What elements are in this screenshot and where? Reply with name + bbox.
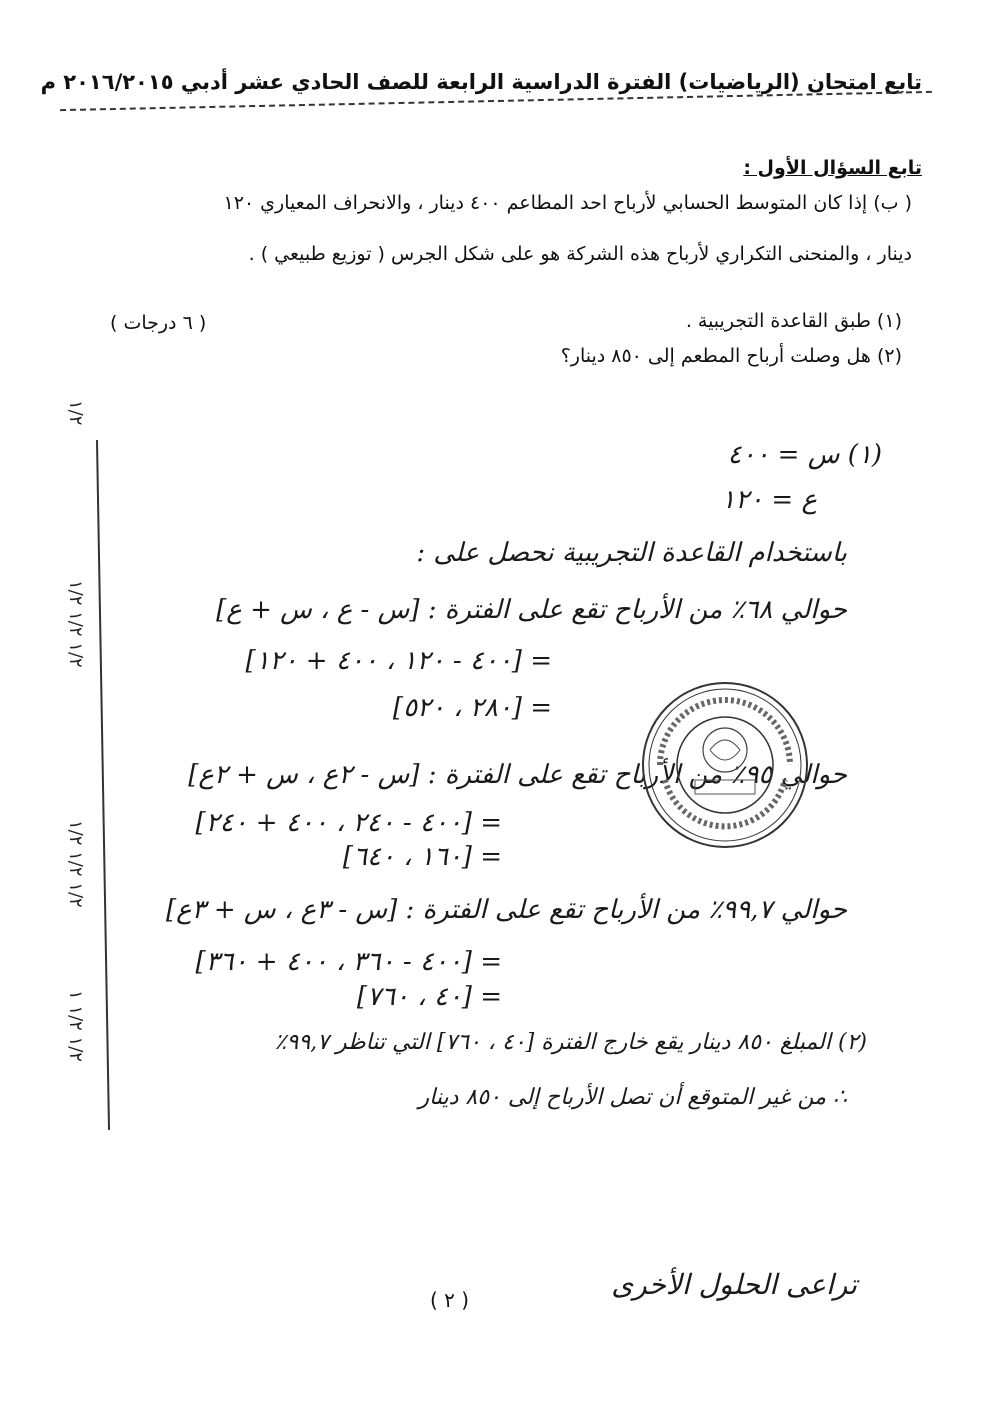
solution-std: ع = ١٢٠ [721,485,817,515]
solution-68-step: = [٤٠٠ - ١٢٠ ، ٤٠٠ + ١٢٠] [245,646,552,676]
solution-997-result: = [٤٠ ، ٧٦٠] [356,982,502,1012]
solution-intro: باستخدام القاعدة التجريبية نحصل على : [416,538,847,568]
question-line-2: دينار ، والمنحنى التكراري لأرباح هذه الشركة هو على شكل الجرس ( توزيع طبيعي ) . [248,243,912,265]
margin-mark: ١/٢ ١/٢ ١/٢ [65,580,86,668]
official-seal [640,680,810,850]
footer-note: تراعى الحلول الأخرى [611,1268,857,1301]
solution-mean: (١) س = ٤٠٠ [727,440,882,470]
solution-997: حوالي ٩٩,٧٪ من الأرباح تقع على الفترة : [س - ٣ع ، س + ٣ع] [165,895,847,925]
solution-95-step: = [٤٠٠ - ٢٤٠ ، ٤٠٠ + ٢٤٠] [195,808,502,838]
exam-header: تابع امتحان (الرياضيات) الفترة الدراسية الرابعة للصف الحادي عشر أدبي ٢٠١٦/٢٠١٥ م [40,70,922,94]
solution-68-result: = [٢٨٠ ، ٥٢٠] [392,693,552,723]
margin-mark: ١/٢ ١/٢ ١/٢ [65,820,86,908]
solution-95-result: = [١٦٠ ، ٦٤٠] [342,842,502,872]
page-number: ( ٢ ) [430,1288,470,1312]
solution-part2: (٢) المبلغ ٨٥٠ دينار يقع خارج الفترة [٤٠ ، ٧٦٠] التي تناظر ٩٩,٧٪ [274,1030,867,1055]
solution-68: حوالي ٦٨٪ من الأرباح تقع على الفترة : [س - ع ، س + ع] [216,595,847,625]
question-part-1: (١) طبق القاعدة التجريبية . [685,310,902,332]
marks-label: ( ٦ درجات ) [110,312,207,334]
solution-997-step: = [٤٠٠ - ٣٦٠ ، ٤٠٠ + ٣٦٠] [195,947,502,977]
question-line-1: ( ب) إذا كان المتوسط الحسابي لأرباح احد المطاعم ٤٠٠ دينار ، والانحراف المعياري ١٢٠ [223,192,912,214]
margin-mark: ١/٢ [65,400,86,426]
solution-95: حوالي ٩٥٪ من الأرباح تقع على الفترة : [س - ٢ع ، س + ٢ع] [188,760,847,790]
solution-conclusion: ∴ من غير المتوقع أن تصل الأرباح إلى ٨٥٠ دينار [418,1085,847,1110]
section-label: تابع السؤال الأول : [743,157,922,179]
margin-mark: ١/٢ ١/٢ ١ [65,990,86,1062]
margin-marks [40,400,100,1080]
question-part-2: (٢) هل وصلت أرباح المطعم إلى ٨٥٠ دينار؟ [560,345,902,367]
